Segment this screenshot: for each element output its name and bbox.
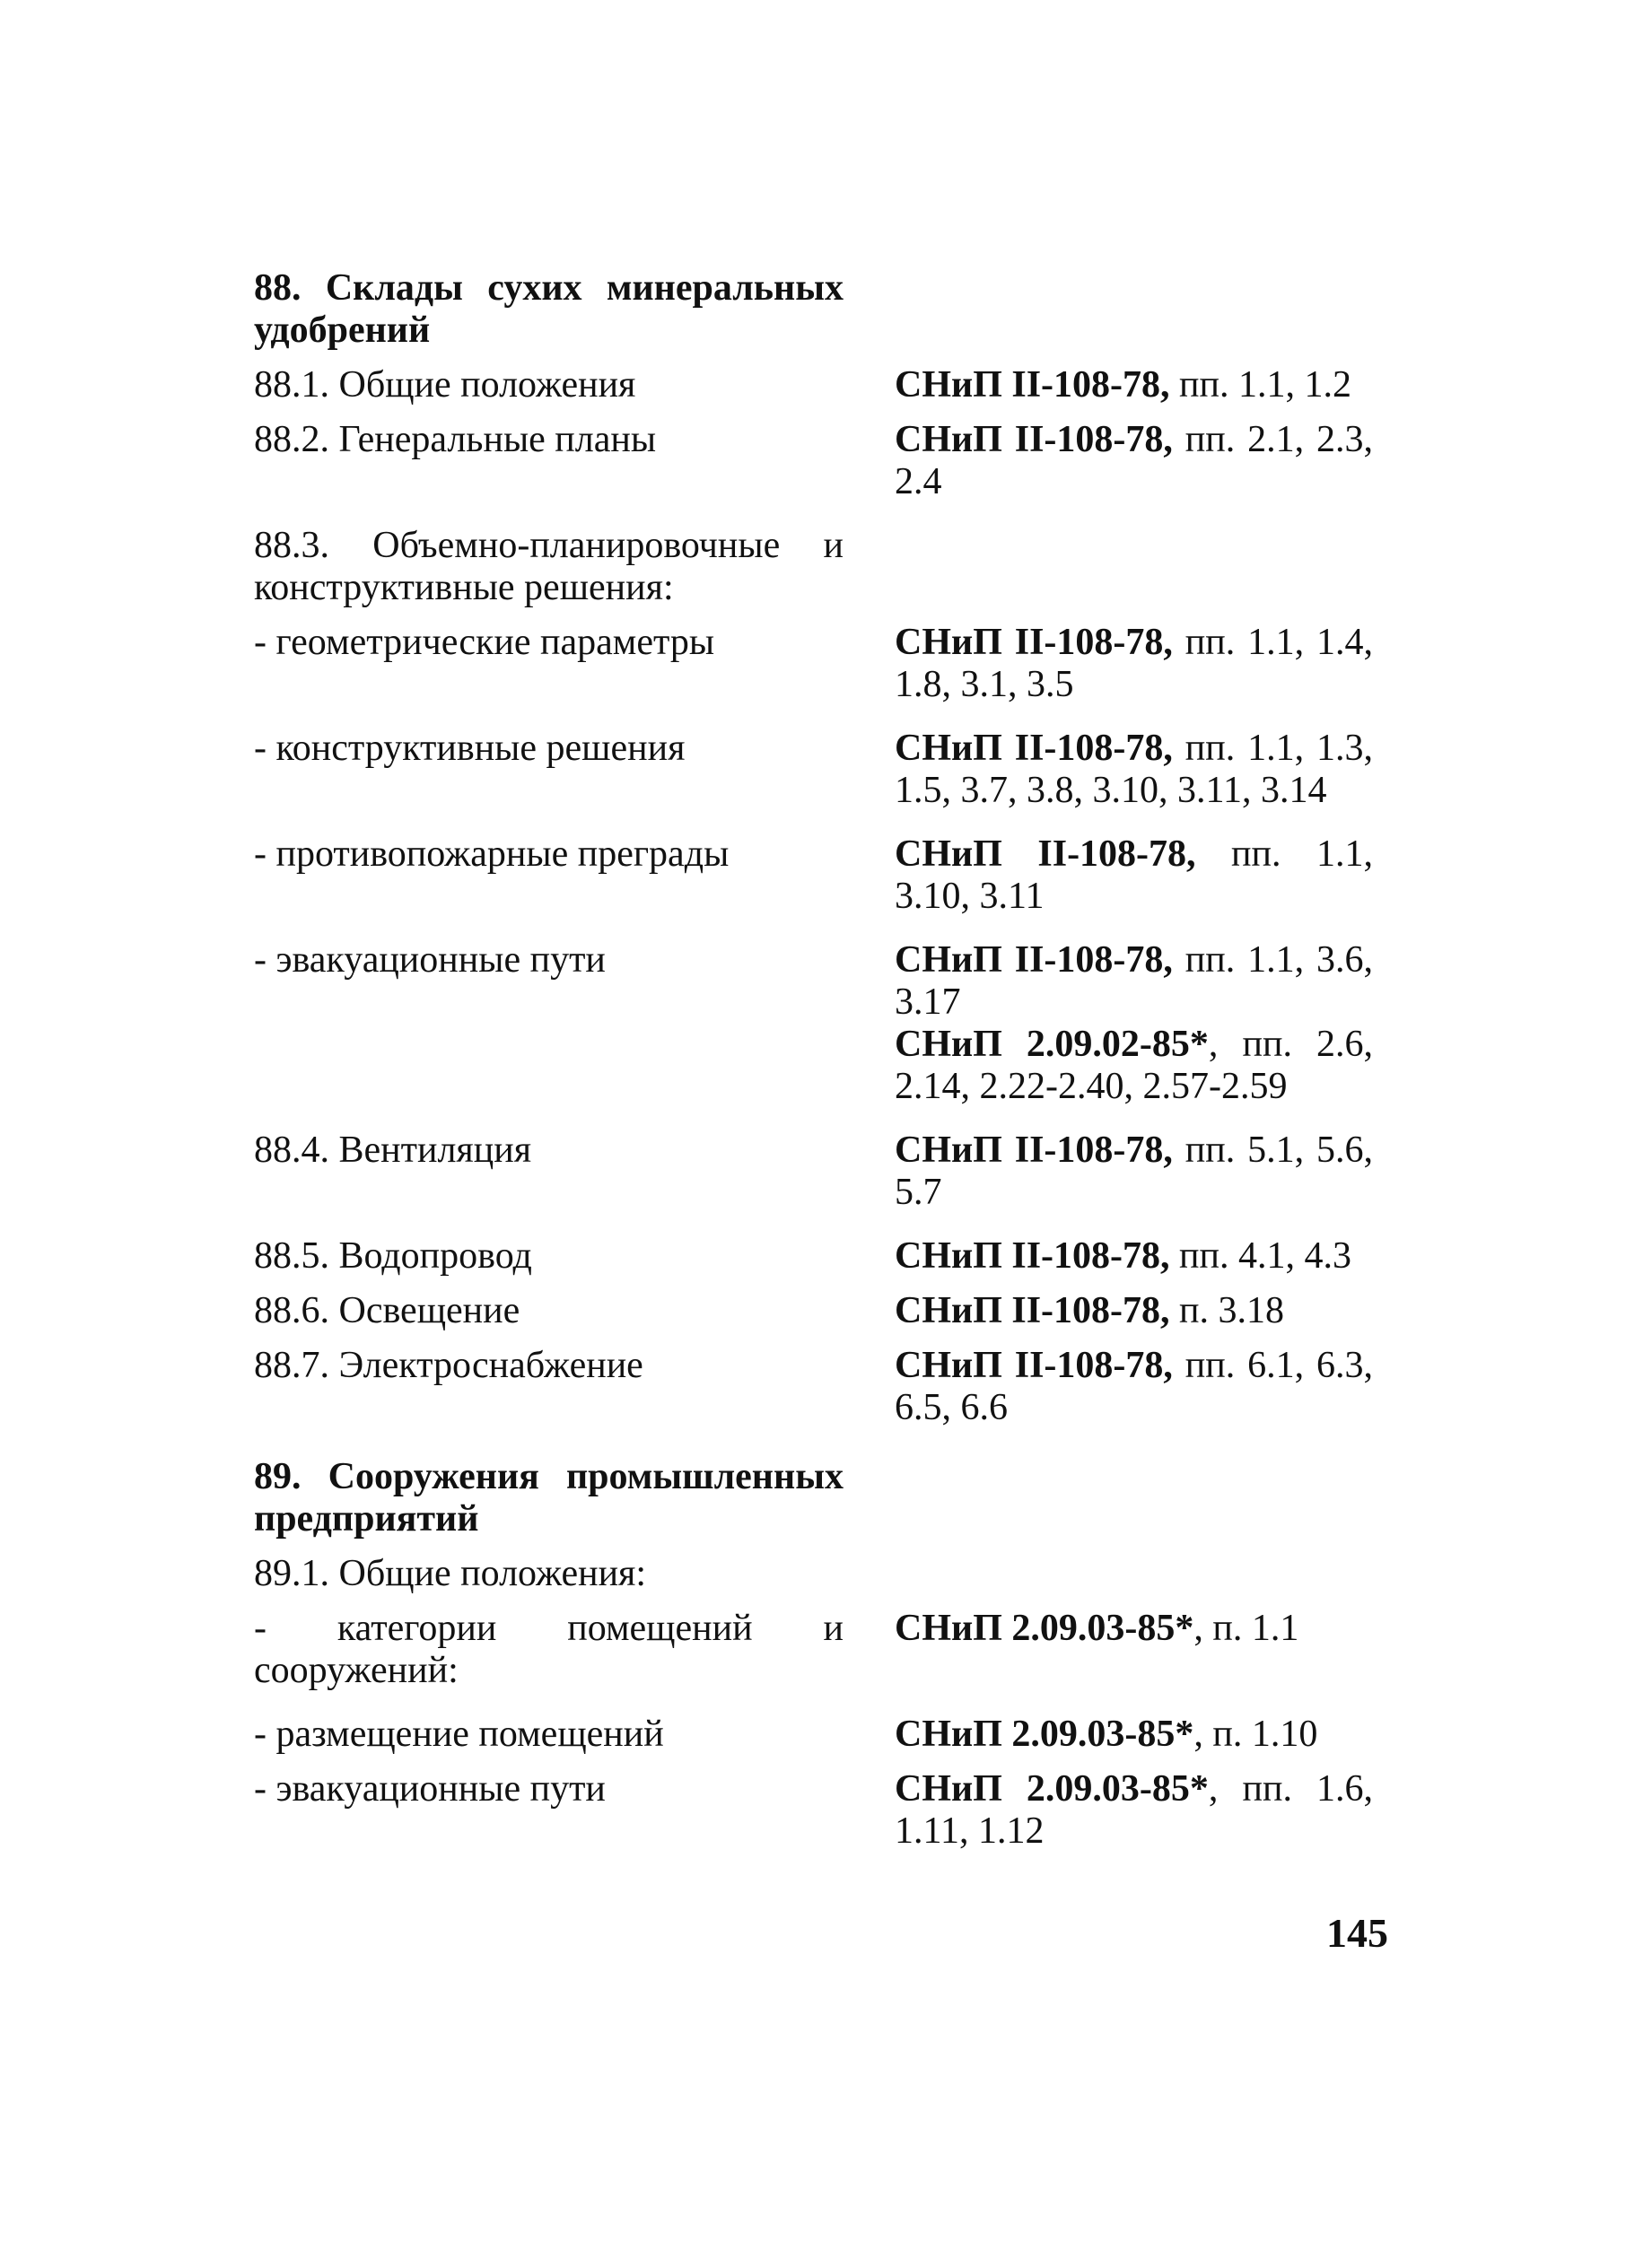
table-row [254, 622, 1385, 706]
item-title: - эвакуационные пути [254, 939, 606, 981]
norm-clauses: пп. 1.1, 1.3, 1.5, 3.7, 3.8, 3.10, 3.11, 3.14 [895, 728, 1374, 811]
norm-clauses: пп. 2.1, 2.3, 2.4 [895, 419, 1374, 502]
norm-clauses: , п. 1.1 [1193, 1608, 1299, 1649]
norm-clauses: пп. 1.1, 3.10, 3.11 [895, 833, 1374, 917]
norm-clauses: , п. 1.10 [1193, 1714, 1318, 1755]
item-reference [895, 833, 1373, 918]
norm-clauses: пп. 5.1, 5.6, 5.7 [895, 1130, 1374, 1213]
table-row [254, 939, 1385, 1108]
norm-clauses: , пп. 2.6, 2.14, 2.22-2.40, 2.57-2.59 [895, 1024, 1373, 1107]
reference-line [895, 939, 1373, 1024]
norm-code: СНиП II-108-78, [895, 1345, 1173, 1386]
item-reference [895, 1235, 1373, 1278]
table-row [254, 1235, 1385, 1278]
item-reference [895, 1608, 1373, 1650]
table-row [254, 1608, 1385, 1692]
item-reference [895, 622, 1373, 706]
reference-line [895, 1024, 1373, 1108]
table-row [254, 833, 1385, 918]
item-reference [895, 1768, 1373, 1853]
item-reference [895, 1714, 1373, 1756]
table-row [254, 1345, 1385, 1429]
item-title: 88.3. Объемно-планировочные и конструктивные решения: [254, 525, 844, 608]
item-title: 88.2. Генеральные планы [254, 419, 657, 460]
item-title: 88.5. Водопровод [254, 1235, 532, 1277]
item-title: 88.6. Освещение [254, 1290, 520, 1331]
item-title: - эвакуационные пути [254, 1768, 606, 1810]
item-title: - конструктивные решения [254, 728, 686, 769]
norm-code: СНиП 2.09.03-85* [895, 1768, 1209, 1810]
norm-code: СНиП II-108-78, [895, 833, 1196, 875]
item-reference [895, 364, 1373, 406]
item-title: - размещение помещений [254, 1714, 664, 1755]
norm-clauses: п. 3.18 [1169, 1290, 1285, 1331]
item-reference [895, 1130, 1373, 1214]
item-title: - геометрические параметры [254, 622, 715, 663]
norm-code: СНиП 2.09.03-85* [895, 1608, 1194, 1649]
item-title: 88.1. Общие положения [254, 364, 636, 406]
item-reference [895, 939, 1373, 1108]
norm-clauses: пп. 4.1, 4.3 [1169, 1235, 1351, 1277]
item-title: 89.1. Общие положения: [254, 1553, 647, 1594]
norm-code: СНиП II-108-78, [895, 1290, 1170, 1331]
norm-code: СНиП II-108-78, [895, 364, 1170, 406]
norm-clauses: пп. 1.1, 1.4, 1.8, 3.1, 3.5 [895, 622, 1374, 705]
table-row [254, 1553, 1385, 1595]
item-reference [895, 1345, 1373, 1429]
table-row [254, 419, 1385, 503]
page-number: 145 [1326, 1910, 1388, 1956]
section-heading: 89. Сооружения промышленных предприятий [254, 1456, 844, 1540]
norm-clauses: пп. 6.1, 6.3, 6.5, 6.6 [895, 1345, 1374, 1428]
norm-code: СНиП II-108-78, [895, 419, 1173, 460]
norm-code: СНиП II-108-78, [895, 1130, 1173, 1171]
table-row [254, 1290, 1385, 1332]
table-row [254, 364, 1385, 406]
item-reference [895, 419, 1373, 503]
table-row [254, 728, 1385, 812]
item-title: - категории помещений и сооружений: [254, 1608, 844, 1691]
norm-code: СНиП 2.09.02-85* [895, 1024, 1209, 1065]
norm-code: СНиП II-108-78, [895, 728, 1173, 769]
table-row [254, 1130, 1385, 1214]
norm-code: СНиП II-108-78, [895, 939, 1173, 981]
table-row [254, 1714, 1385, 1756]
norm-code: СНиП II-108-78, [895, 622, 1173, 663]
norm-clauses: пп. 1.1, 1.2 [1169, 364, 1351, 406]
table-row [254, 525, 1385, 609]
item-title: - противопожарные преграды [254, 833, 730, 875]
norm-clauses: , пп. 1.6, 1.11, 1.12 [895, 1768, 1373, 1852]
norm-code: СНиП II-108-78, [895, 1235, 1170, 1277]
norm-clauses: пп. 1.1, 3.6, 3.17 [895, 939, 1374, 1023]
table-row [254, 1768, 1385, 1853]
item-reference [895, 728, 1373, 812]
item-title: 88.7. Электроснабжение [254, 1345, 643, 1386]
item-reference [895, 1290, 1373, 1332]
section-heading: 88. Склады сухих минеральных удобрений [254, 267, 844, 351]
reference-table [254, 267, 1385, 1853]
item-title: 88.4. Вентиляция [254, 1130, 532, 1171]
norm-code: СНиП 2.09.03-85* [895, 1714, 1194, 1755]
